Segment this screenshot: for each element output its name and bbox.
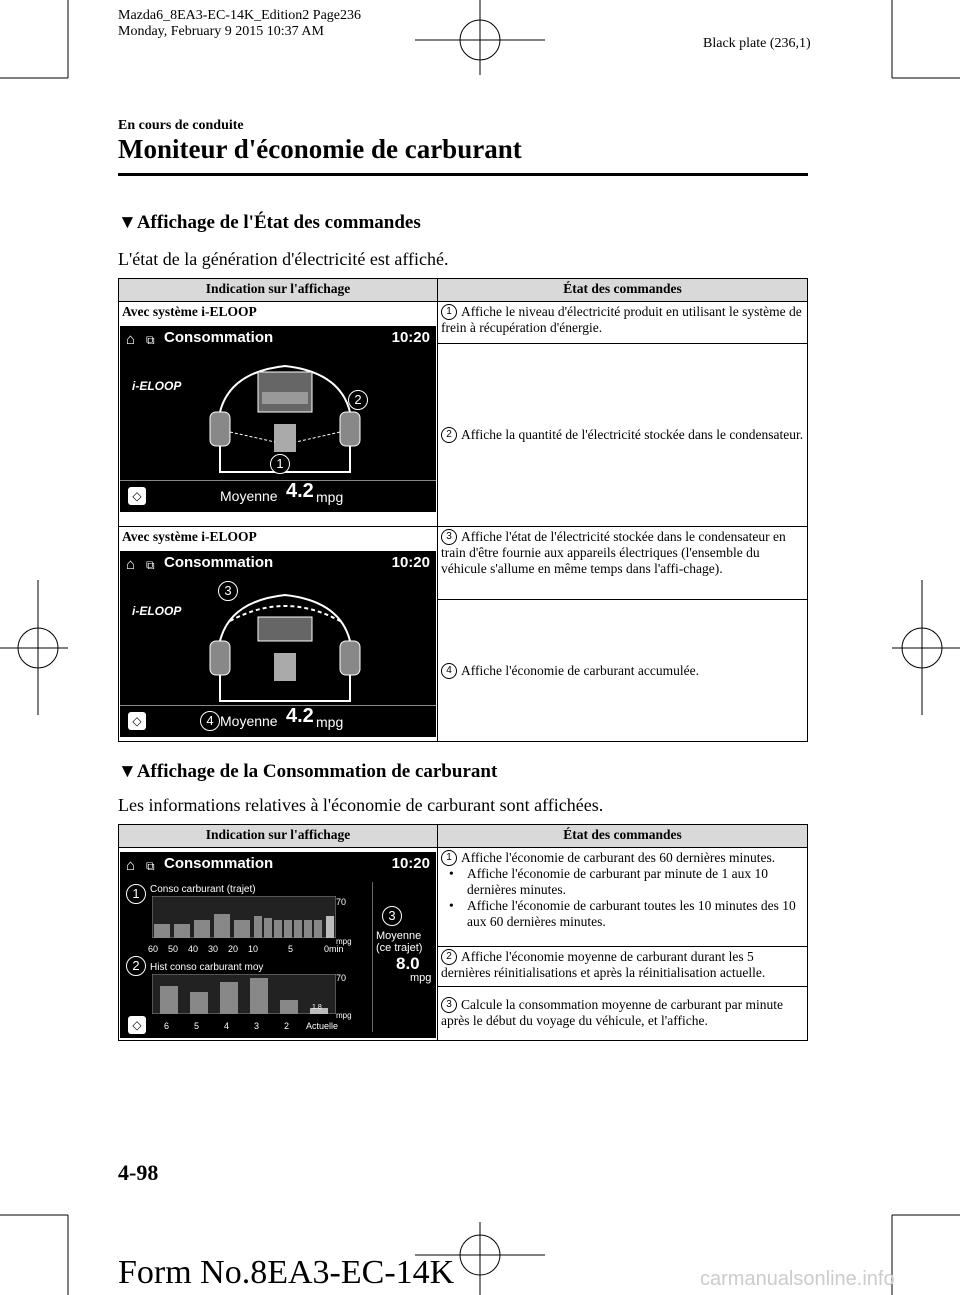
sec2-intro: Les informations relatives à l'économie de carburant sont affichées. [118, 795, 604, 815]
sec1-row2-label: Avec système i-ELOOP [122, 529, 257, 544]
triangle-down-icon: ▼ [118, 761, 137, 782]
page-title: Moniteur d'économie de carburant [118, 134, 522, 164]
sec1-row1-label: Avec système i-ELOOP [122, 304, 257, 319]
callout-4-screen2: 4 [200, 711, 220, 731]
home-icon: ⌂ [126, 857, 136, 874]
swap-icon[interactable]: ◇ [128, 1016, 146, 1034]
print-header-line2: Monday, February 9 2015 10:37 AM [118, 24, 324, 39]
screen1-footer [120, 480, 436, 513]
sec1-intro: L'état de la génération d'électricité est affiché. [118, 249, 449, 269]
chart2-bars [152, 974, 336, 1014]
screen3-avg-value: 8.0 [396, 954, 420, 973]
avg-label1: Moyenne [376, 930, 422, 942]
chart1-bars [152, 896, 336, 938]
screen1-title: Consommation [164, 329, 274, 346]
sec2-display [119, 848, 438, 1041]
sec2-item2: 2 Affiche l'économie moyenne de carburant durant les 5 dernières réinitialisations et après la réinitialisation actuelle. [438, 947, 808, 987]
plate-label: Black plate (236,1) [703, 36, 811, 51]
callout-1-screen3: 1 [126, 884, 146, 904]
screen1-avg-label: Moyenne [220, 488, 278, 504]
callout-3-screen3: 3 [382, 906, 402, 926]
home-icon: ⌂ [126, 556, 136, 573]
sec1-col2-header: État des commandes [438, 279, 808, 302]
chart2-max: 70 [336, 973, 347, 983]
avg-label2: (ce trajet) [376, 942, 423, 954]
sec1-item1: 1 Affiche le niveau d'électricité produit en utilisant le système de frein à récupération d'énergie. [438, 302, 808, 344]
screen3-avg-unit: mpg [410, 972, 432, 984]
screen2-avg-label: Moyenne [220, 713, 278, 729]
sec2-item3: 3 Calcule la consommation moyenne de carburant par minute après le début du voyage du véhicule, et l'affiche. [438, 986, 808, 1040]
sec2-table [118, 824, 808, 1041]
page-number: 4-98 [118, 1160, 159, 1185]
sec1-row2-display [119, 527, 438, 742]
sec2-col1-header: Indication sur l'affichage [119, 825, 438, 848]
sec1-row1-display [119, 302, 438, 527]
screen2-brand: i-ELOOP [132, 604, 182, 618]
sec2-item1-bullet: • Affiche l'économie de carburant par minute de 1 aux 10 dernières minutes. [467, 866, 804, 898]
callout-1-screen1: 1 [270, 454, 290, 474]
title-rule [118, 173, 808, 176]
sec1-item4: 4 Affiche l'économie de carburant accumulée. [438, 600, 808, 742]
watermark: carmanualsonline.info [700, 1268, 895, 1290]
sec2-col2-header: État des commandes [438, 825, 808, 848]
sec2-item1: 1 Affiche l'économie de carburant des 60 dernières minutes. • Affiche l'économie de carburant par minute de 1 aux 10 dernières minutes. • Affiche l'économie de carburant toutes les 10 minutes des 10 aux 60 dernières minutes. [438, 848, 808, 947]
section-label: En cours de conduite [118, 118, 244, 133]
print-header-line1: Mazda6_8EA3-EC-14K_Edition2 Page236 [118, 8, 362, 23]
screen3-divider [372, 882, 373, 1032]
chart1-max: 70 [336, 897, 347, 907]
chart2-current: 1.8 [312, 1004, 322, 1011]
screen-1 [120, 326, 436, 512]
sec1-heading: ▼Affichage de l'État des commandes [118, 212, 421, 233]
callout-2-screen1: 2 [348, 390, 368, 410]
sec2-heading: ▼Affichage de la Consommation de carburant [118, 761, 498, 782]
screen1-brand: i-ELOOP [132, 379, 182, 393]
copy-icon: ⧉ [146, 558, 155, 572]
screen3-title: Consommation [164, 855, 274, 872]
chart1-title: Conso carburant (trajet) [150, 884, 256, 895]
sec2-item1-bullet: • Affiche l'économie de carburant toutes les 10 minutes des 10 aux 60 dernières minutes. [467, 898, 804, 930]
screen-3: ⌂ ⧉ Consommation 10:20 1 Conso carburant (trajet) 70 mpg 60 50 40 30 20 10 5 0min 2 Hist conso carburant moy 70 mpg 1.8 ◇ 6 5 4 3 2 Actuelle 3 Moyenne (ce trajet) 8.0 mpg [120, 852, 436, 1038]
screen2-title: Consommation [164, 554, 274, 571]
chart2-swap [120, 1012, 156, 1038]
chart1-unit: mpg [336, 937, 352, 946]
swap-icon[interactable]: ◇ [128, 487, 146, 505]
sec1-col1-header: Indication sur l'affichage [119, 279, 438, 302]
chart2-title: Hist conso carburant moy [150, 962, 264, 973]
screen2-footer [120, 705, 436, 738]
copy-icon: ⧉ [146, 333, 155, 347]
screen1-avg-value: 4.2 [286, 480, 314, 502]
screen1-avg-unit: mpg [316, 489, 344, 505]
copy-icon: ⧉ [146, 859, 155, 873]
home-icon: ⌂ [126, 331, 136, 348]
chart2-unit: mpg [336, 1011, 352, 1020]
triangle-down-icon: ▼ [118, 212, 137, 233]
swap-icon[interactable]: ◇ [128, 712, 146, 730]
sec1-table [118, 278, 808, 742]
screen1-time: 10:20 [391, 329, 430, 346]
screen2-avg-unit: mpg [316, 714, 344, 730]
form-number: Form No.8EA3-EC-14K [118, 1254, 455, 1291]
callout-2-screen3: 2 [126, 956, 146, 976]
screen2-avg-value: 4.2 [286, 705, 314, 727]
callout-3-screen2: 3 [218, 581, 238, 601]
screen-2 [120, 551, 436, 737]
sec1-item3: 3 Affiche l'état de l'électricité stockée dans le condensateur en train d'être fournie aux appareils électriques (l'ensemble du véhicule s'allume en même temps dans l'affi-chage). [438, 527, 808, 600]
screen3-time: 10:20 [391, 855, 430, 872]
sec1-item2: 2 Affiche la quantité de l'électricité stockée dans le condensateur. [438, 343, 808, 526]
screen2-time: 10:20 [391, 554, 430, 571]
